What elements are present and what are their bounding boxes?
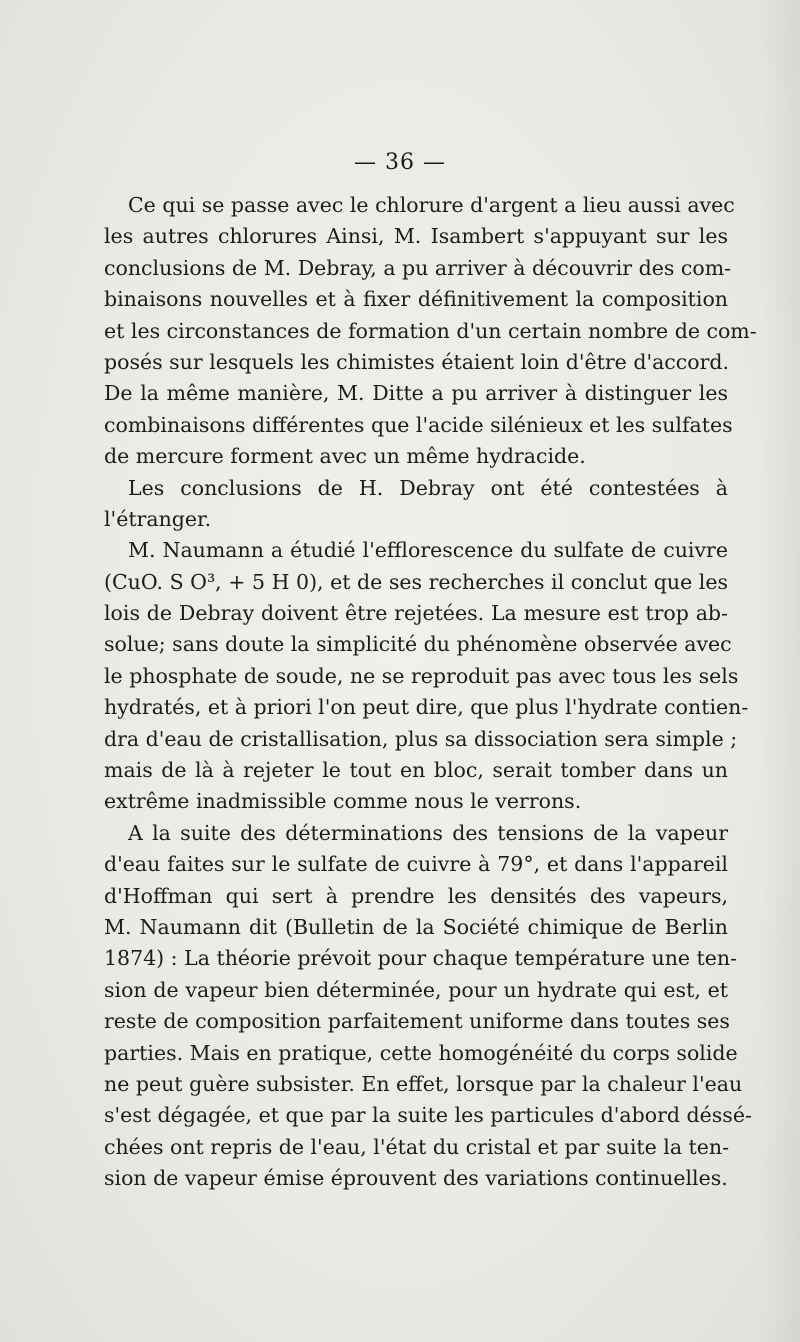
page-edge-shadow [760,0,800,1342]
text-line: l'étranger. [104,506,212,531]
text-line: posés sur lesquels les chimistes étaient loin d'être d'accord. [104,349,730,374]
text-line: reste de composition parfaitement uniforme dans toutes ses [104,1009,730,1034]
text-line: sion de vapeur émise éprouvent des variations continuelles. [104,1166,728,1191]
text-line: ne peut guère subsister. En effet, lorsque par la chaleur l'eau [104,1071,743,1096]
text-line: dra d'eau de cristallisation, plus sa dissociation sera simple ; [104,726,738,751]
text-line: A la suite des déterminations des tensions de la vapeur [128,820,728,845]
text-line: (CuO. S O³, + 5 H 0), et de ses recherches il conclut que les [104,569,728,594]
text-line: d'eau faites sur le sulfate de cuivre à 79°, et dans l'appareil [104,852,728,877]
text-line: De la même manière, M. Ditte a pu arriver à distinguer les [104,381,728,406]
text-line: chées ont repris de l'eau, l'état du cristal et par suite la ten- [104,1134,730,1159]
text-line: et les circonstances de formation d'un certain nombre de com- [104,318,757,343]
text-line: de mercure forment avec un même hydracide. [104,444,586,469]
text-line: M. Naumann a étudié l'efflorescence du sulfate de cuivre [128,538,728,563]
text-line: M. Naumann dit (Bulletin de la Société chimique de Berlin [104,914,728,939]
text-line: hydratés, et à priori l'on peut dire, que plus l'hydrate contien- [104,695,749,720]
text-line: combinaisons différentes que l'acide silénieux et les sulfates [104,412,733,437]
text-line: s'est dégagée, et que par la suite les particules d'abord déssé- [104,1103,752,1128]
body-text [104,190,757,1195]
page-number: — 36 — [354,150,446,175]
text-line: mais de là à rejeter le tout en bloc, serait tomber dans un [104,758,728,783]
text-line: lois de Debray doivent être rejetées. La mesure est trop ab- [104,601,728,626]
text-line: binaisons nouvelles et à fixer définitivement la composition [104,287,728,312]
text-line: 1874) : La théorie prévoit pour chaque température une ten- [104,946,738,971]
text-line: parties. Mais en pratique, cette homogénéité du corps solide [104,1040,738,1065]
text-line: d'Hoffman qui sert à prendre les densités des vapeurs, [104,883,728,908]
text-line: Ce qui se passe avec le chlorure d'argent a lieu aussi avec [128,193,735,217]
text-line: extrême inadmissible comme nous le verrons. [104,789,582,814]
text-line: le phosphate de soude, ne se reproduit pas avec tous les sels [104,663,739,688]
text-line: Les conclusions de H. Debray ont été contestées à [128,475,728,500]
text-line: sion de vapeur bien déterminée, pour un hydrate qui est, et [104,977,728,1002]
text-line: les autres chlorures Ainsi, M. Isambert s'appuyant sur les [104,224,728,249]
text-line: solue; sans doute la simplicité du phénomène observée avec [104,632,732,657]
text-line: conclusions de M. Debray, a pu arriver à découvrir des com- [104,255,732,280]
